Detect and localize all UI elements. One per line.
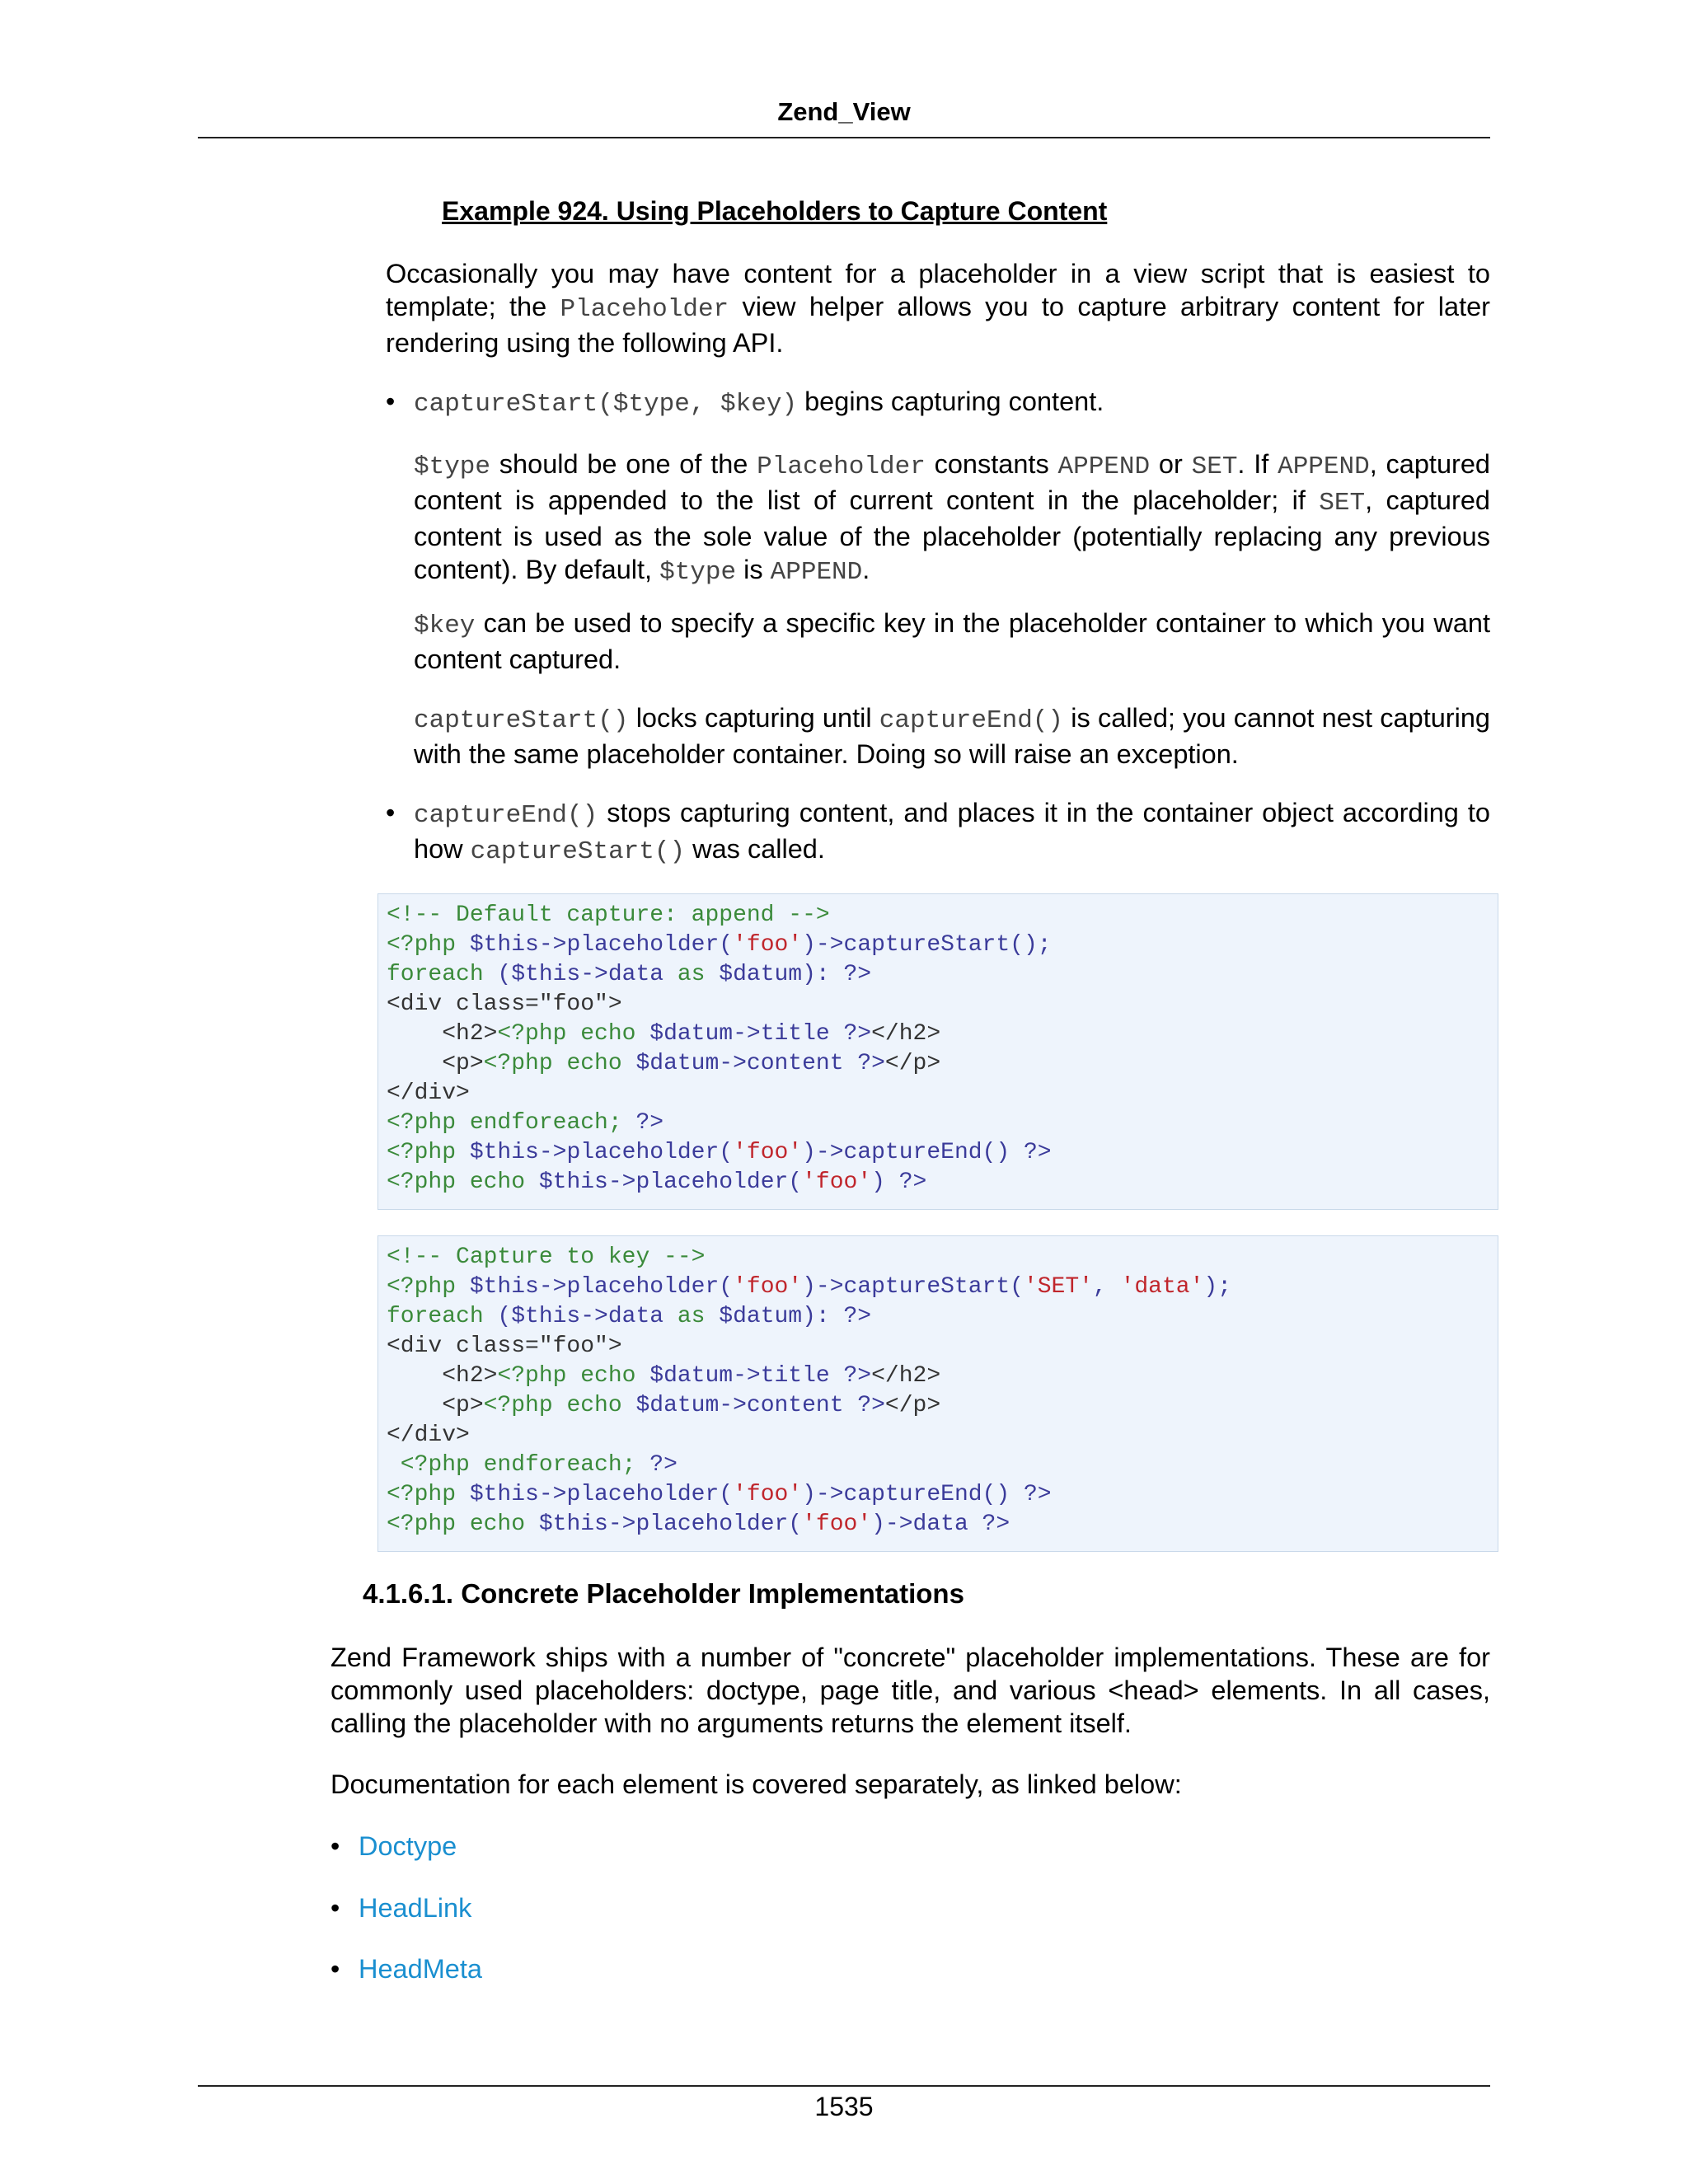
code-line: <?php endforeach; ?> [387, 1110, 664, 1136]
type-description: $type should be one of the Placeholder constants APPEND or SET. If APPEND, captured content is appended to the list of current content in the placeholder; if SET, captured content is used as the sole value of the placeholder (potentially replacing any previous content). By default, $type is APPEND. [414, 449, 1491, 587]
code-line: <h2><?php echo $datum->title ?></h2> [387, 1363, 941, 1389]
inline-code: Placeholder [560, 295, 729, 324]
example-title: Example 924. Using Placeholders to Capture Content [442, 196, 1108, 226]
bullet-marker: • [386, 798, 396, 827]
intro-paragraph: Occasionally you may have content for a placeholder in a view script that is easiest to template; the Placeholder view helper allows you to capture arbitrary content for later rendering using the following API. [386, 259, 1491, 358]
capture-lock-description: captureStart() locks capturing until captureEnd() is called; you cannot nest capturing with the same placeholder container. Doing so will raise an exception. [414, 703, 1490, 769]
code-block-default-capture [377, 893, 1498, 1210]
page-header-title: Zend_View [777, 97, 911, 126]
bullet-capture-end: captureEnd() stops capturing content, and places it in the container object according to how captureStart() was called. [414, 798, 1490, 866]
bullet-marker: • [331, 1893, 340, 1923]
code-line: <p><?php echo $datum->content ?></p> [387, 1393, 941, 1418]
inline-code: captureStart($type, $key) [414, 390, 798, 419]
link-doctype[interactable]: Doctype [359, 1831, 457, 1861]
link-headlink[interactable]: HeadLink [359, 1893, 472, 1923]
page-number: 1535 [814, 2092, 874, 2121]
code-line: <?php endforeach; ?> [387, 1452, 678, 1478]
footer-rule [198, 2085, 1490, 2087]
code-line: <?php $this->placeholder('foo')->captureEnd() ?> [387, 1140, 1052, 1165]
code-line: </div> [387, 1422, 470, 1448]
code-line: </div> [387, 1080, 470, 1106]
code-block-capture-to-key [377, 1235, 1498, 1552]
code-line: <p><?php echo $datum->content ?></p> [387, 1051, 941, 1076]
header-rule [198, 137, 1490, 138]
section-paragraph: Zend Framework ships with a number of "concrete" placeholder implementations. These are for commonly used placeholders: doctype, page title, and various <head> elements. In all cases, calling the placeholder with no arguments returns the element itself. [331, 1643, 1490, 1738]
code-line: foreach ($this->data as $datum): ?> [387, 1304, 872, 1329]
code-line: <div class="foo"> [387, 991, 622, 1017]
code-line: foreach ($this->data as $datum): ?> [387, 962, 872, 987]
section-paragraph-links-intro: Documentation for each element is covered separately, as linked below: [331, 1769, 1182, 1799]
link-headmeta[interactable]: HeadMeta [359, 1954, 482, 1984]
code-line: <?php echo $this->placeholder('foo')->data ?> [387, 1511, 1010, 1537]
code-line: <h2><?php echo $datum->title ?></h2> [387, 1021, 941, 1047]
key-description: $key can be used to specify a specific key in the placeholder container to which you want content captured. [414, 608, 1490, 674]
section-heading: 4.1.6.1. Concrete Placeholder Implementations [363, 1578, 964, 1609]
code-line: <?php $this->placeholder('foo')->captureStart('SET', 'data'); [387, 1274, 1232, 1300]
code-line: <?php $this->placeholder('foo')->captureEnd() ?> [387, 1482, 1052, 1507]
code-line: <!-- Capture to key --> [387, 1244, 706, 1270]
code-line: <?php echo $this->placeholder('foo') ?> [387, 1169, 927, 1195]
code-line: <?php $this->placeholder('foo')->captureStart(); [387, 932, 1052, 958]
bullet-capture-start: captureStart($type, $key) begins capturing content. [414, 387, 1104, 419]
bullet-marker: • [386, 387, 396, 416]
bullet-marker: • [331, 1831, 340, 1861]
code-line: <div class="foo"> [387, 1333, 622, 1359]
bullet-marker: • [331, 1954, 340, 1984]
code-line: <!-- Default capture: append --> [387, 902, 830, 928]
